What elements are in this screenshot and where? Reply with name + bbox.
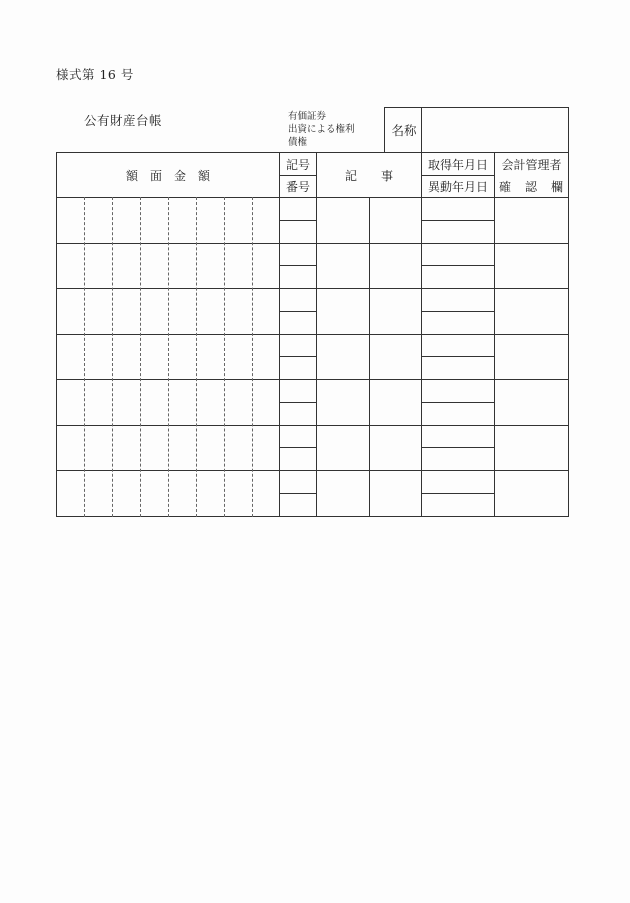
- name-field[interactable]: [423, 108, 568, 152]
- symbol-cell[interactable]: [280, 289, 316, 311]
- category-investment-rights: 出資による権利: [288, 124, 355, 135]
- number-cell[interactable]: [280, 494, 316, 516]
- acquisition-date-cell[interactable]: [422, 426, 494, 447]
- remarks-cell-right[interactable]: [370, 471, 421, 516]
- change-date-cell[interactable]: [422, 221, 494, 243]
- change-date-cell[interactable]: [422, 403, 494, 425]
- symbol-cell[interactable]: [280, 471, 316, 493]
- acquisition-date-cell[interactable]: [422, 289, 494, 311]
- name-box-divider: [421, 107, 422, 153]
- symbol-cell[interactable]: [280, 426, 316, 447]
- confirmation-cell[interactable]: [495, 244, 568, 288]
- category-claims: 債権: [288, 137, 308, 148]
- change-date-cell[interactable]: [422, 357, 494, 379]
- amount-digit-separator: [252, 197, 253, 517]
- remarks-header: 記 事: [344, 168, 393, 183]
- ledger-title: 公有財産台帳: [84, 113, 163, 128]
- accounting-manager-header: 会計管理者: [501, 157, 562, 172]
- remarks-cell-left[interactable]: [317, 426, 369, 470]
- confirmation-cell[interactable]: [495, 380, 568, 425]
- amount-digit-separator: [168, 197, 169, 517]
- number-cell[interactable]: [280, 403, 316, 425]
- amount-header: 額 面 金 額: [125, 168, 210, 183]
- symbol-cell[interactable]: [280, 380, 316, 402]
- acquisition-date-cell[interactable]: [422, 335, 494, 356]
- amount-digit-separator: [140, 197, 141, 517]
- name-box-left-border: [384, 107, 385, 153]
- symbol-header: 記号: [285, 157, 310, 172]
- name-label: 名称: [391, 122, 417, 138]
- number-header: 番号: [285, 180, 310, 194]
- category-securities: 有価証券: [288, 111, 327, 122]
- remarks-cell-left[interactable]: [317, 471, 369, 516]
- change-date-cell[interactable]: [422, 312, 494, 334]
- acquisition-date-cell[interactable]: [422, 198, 494, 220]
- confirmation-cell[interactable]: [495, 335, 568, 379]
- number-cell[interactable]: [280, 312, 316, 334]
- confirmation-cell[interactable]: [495, 198, 568, 243]
- amount-digit-separator: [196, 197, 197, 517]
- remarks-cell-left[interactable]: [317, 244, 369, 288]
- remarks-cell-left[interactable]: [317, 380, 369, 425]
- acquisition-date-cell[interactable]: [422, 471, 494, 493]
- amount-digit-separator: [112, 197, 113, 517]
- name-box-top-border: [384, 107, 569, 108]
- remarks-cell-right[interactable]: [370, 380, 421, 425]
- remarks-cell-right[interactable]: [370, 426, 421, 470]
- number-cell[interactable]: [280, 221, 316, 243]
- category-list: [288, 110, 355, 149]
- symbol-cell[interactable]: [280, 198, 316, 220]
- symbol-cell[interactable]: [280, 244, 316, 265]
- confirmation-cell[interactable]: [495, 289, 568, 334]
- acquisition-date-cell[interactable]: [422, 380, 494, 402]
- change-date-cell[interactable]: [422, 448, 494, 470]
- row-bottom-border: [56, 516, 569, 517]
- form-number: 様式第 16 号: [56, 67, 134, 82]
- remarks-cell-left[interactable]: [317, 198, 369, 243]
- confirmation-header: 確 認 欄: [498, 180, 564, 194]
- number-cell[interactable]: [280, 266, 316, 288]
- table-right-border: [568, 107, 569, 517]
- confirmation-cell[interactable]: [495, 426, 568, 470]
- symbol-cell[interactable]: [280, 335, 316, 356]
- acquisition-date-cell[interactable]: [422, 244, 494, 265]
- remarks-cell-right[interactable]: [370, 244, 421, 288]
- change-date-cell[interactable]: [422, 494, 494, 516]
- remarks-cell-right[interactable]: [370, 335, 421, 379]
- remarks-cell-right[interactable]: [370, 198, 421, 243]
- number-cell[interactable]: [280, 357, 316, 379]
- amount-digit-separator: [84, 197, 85, 517]
- remarks-cell-left[interactable]: [317, 335, 369, 379]
- number-cell[interactable]: [280, 448, 316, 470]
- acquisition-date-header: 取得年月日: [427, 157, 488, 172]
- remarks-cell-left[interactable]: [317, 289, 369, 334]
- change-date-header: 異動年月日: [427, 180, 488, 194]
- remarks-cell-right[interactable]: [370, 289, 421, 334]
- confirmation-cell[interactable]: [495, 471, 568, 516]
- change-date-cell[interactable]: [422, 266, 494, 288]
- amount-digit-separator: [224, 197, 225, 517]
